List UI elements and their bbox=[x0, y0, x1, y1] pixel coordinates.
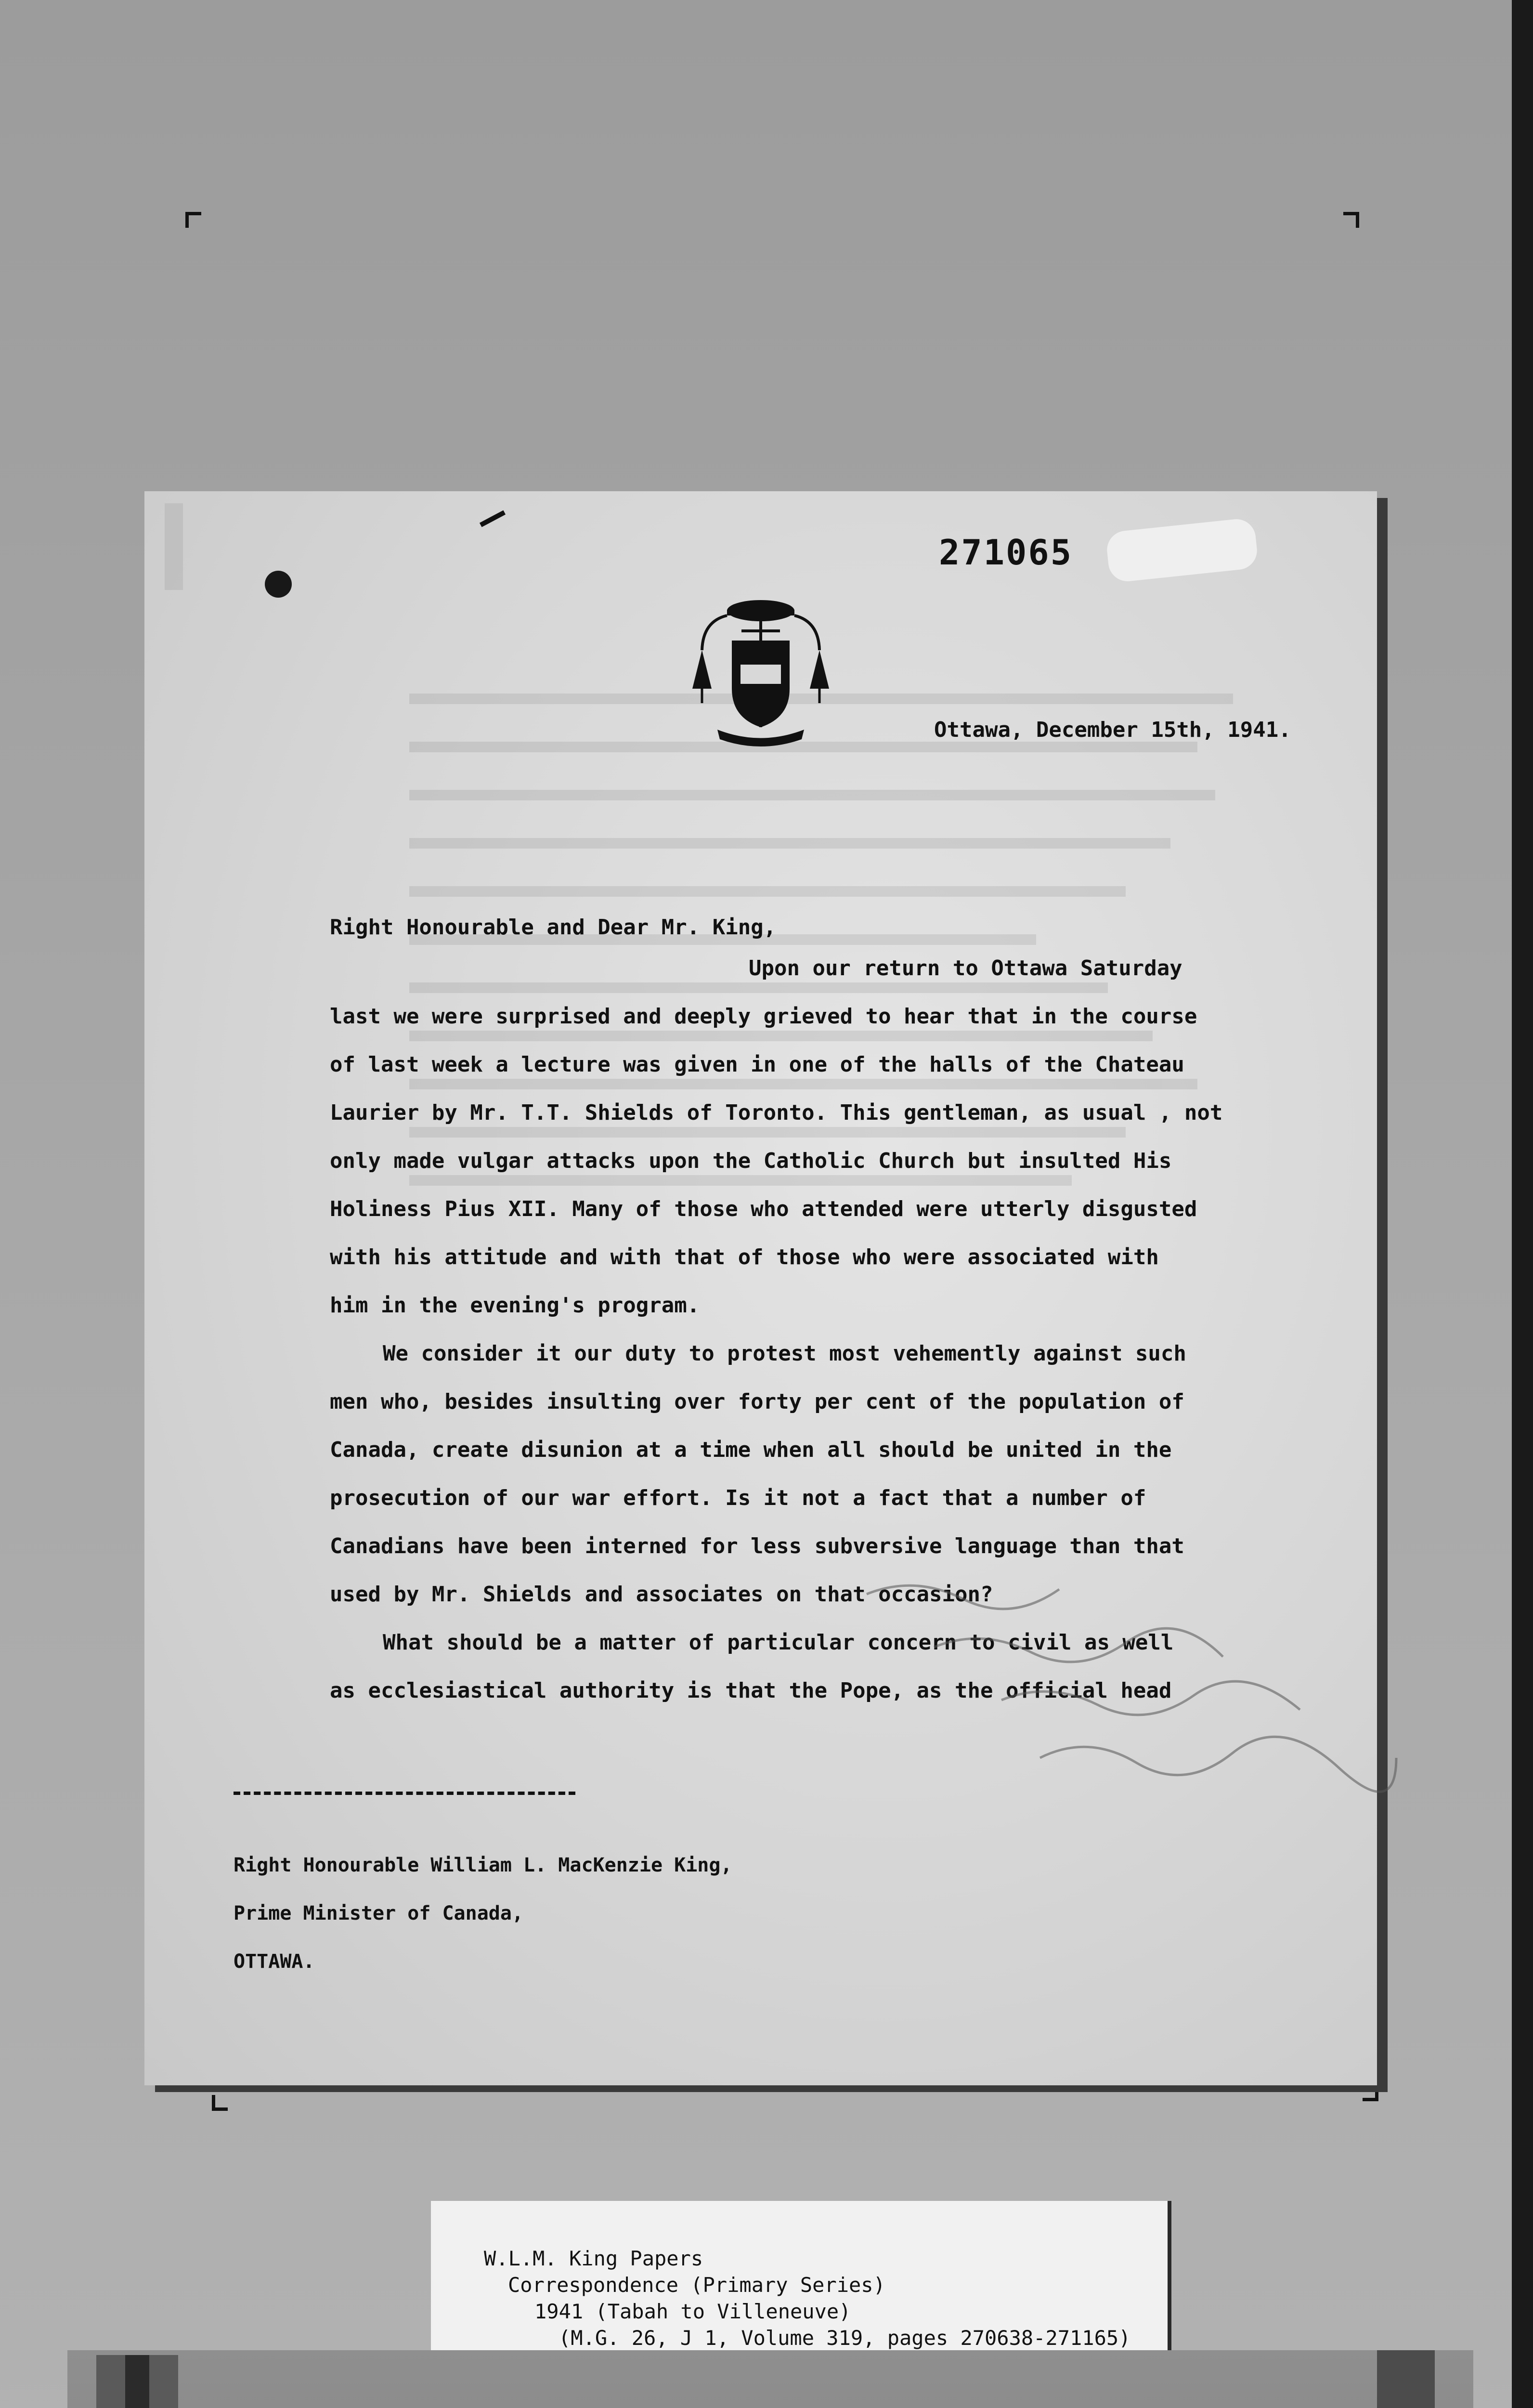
body-line: him in the evening's program. bbox=[330, 1293, 700, 1318]
body-line: Laurier by Mr. T.T. Shields of Toronto. This gentleman, as usual , not bbox=[330, 1100, 1223, 1125]
body-line: prosecution of our war effort. Is it not a fact that a number of bbox=[330, 1486, 1146, 1510]
body-line: We consider it our duty to protest most vehemently against such bbox=[383, 1341, 1186, 1366]
addressee-city: OTTAWA. bbox=[234, 1950, 315, 1973]
body-line: with his attitude and with that of those who were associated with bbox=[330, 1245, 1159, 1269]
corner-mark-bottom-left bbox=[212, 2095, 228, 2111]
film-edge bbox=[1512, 0, 1533, 2408]
body-line: of last week a lecture was given in one of the halls of the Chateau bbox=[330, 1052, 1184, 1077]
addressee-divider bbox=[234, 1792, 575, 1795]
collection-name: W.L.M. King Papers bbox=[484, 2247, 703, 2270]
letter-page bbox=[144, 491, 1377, 2085]
archive-reference-label bbox=[431, 2201, 1168, 2362]
handwritten-annotation-scrawl bbox=[857, 1575, 1411, 1816]
tab-mark bbox=[165, 503, 183, 590]
left-clip bbox=[96, 2355, 178, 2408]
body-line: as ecclesiastical authority is that the Pope, as the official head bbox=[330, 1678, 1172, 1703]
punch-hole bbox=[265, 571, 292, 598]
document-number: 271065 bbox=[939, 532, 1073, 573]
ink-tick bbox=[480, 510, 506, 527]
corner-mark-bottom-right bbox=[1363, 2085, 1378, 2101]
series-name: Correspondence (Primary Series) bbox=[508, 2273, 885, 2297]
corner-mark-top-right bbox=[1343, 212, 1359, 228]
ecclesiastical-coat-of-arms-icon bbox=[689, 592, 833, 751]
body-line: What should be a matter of particular concern to civil as well bbox=[383, 1630, 1174, 1655]
body-line: Holiness Pius XII. Many of those who attended were utterly disgusted bbox=[330, 1197, 1197, 1221]
right-clip bbox=[1377, 2350, 1435, 2408]
corner-mark-top-left bbox=[185, 212, 201, 228]
year-range: 1941 (Tabah to Villeneuve) bbox=[534, 2300, 851, 2323]
archives-banner bbox=[67, 2350, 1473, 2408]
body-line: Canada, create disunion at a time when all should be united in the bbox=[330, 1438, 1172, 1462]
body-line: last we were surprised and deeply grieved to hear that in the course bbox=[330, 1004, 1197, 1029]
dateline: Ottawa, December 15th, 1941. bbox=[934, 718, 1291, 742]
paper-sticker bbox=[1105, 517, 1259, 583]
body-line: Upon our return to Ottawa Saturday bbox=[749, 956, 1182, 981]
addressee-name: Right Honourable William L. MacKenzie King, bbox=[234, 1854, 732, 1876]
addressee-title: Prime Minister of Canada, bbox=[234, 1902, 524, 1924]
body-line: Canadians have been interned for less subversive language than that bbox=[330, 1534, 1184, 1558]
body-line: men who, besides insulting over forty per cent of the population of bbox=[330, 1389, 1184, 1414]
salutation: Right Honourable and Dear Mr. King, bbox=[330, 915, 777, 940]
body-line: used by Mr. Shields and associates on that occasion? bbox=[330, 1582, 993, 1607]
body-line: only made vulgar attacks upon the Catholic Church but insulted His bbox=[330, 1149, 1172, 1173]
volume-reference: (M.G. 26, J 1, Volume 319, pages 270638-271165) bbox=[559, 2326, 1131, 2350]
